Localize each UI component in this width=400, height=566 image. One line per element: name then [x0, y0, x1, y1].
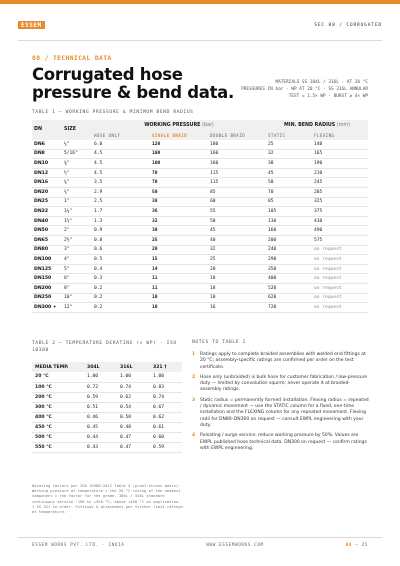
col-header-dn: DN: [32, 120, 62, 140]
page-number-section: 08: [345, 543, 353, 548]
note-number: 4: [192, 433, 196, 439]
table-cell: 0.54: [117, 402, 150, 412]
title-line: pressure & bend data.: [32, 82, 234, 102]
table-cell: DN65: [32, 235, 62, 245]
table-cell: 0.72: [84, 382, 117, 392]
table-cell: 4.5: [92, 168, 150, 178]
note-text: Hose only (unbraided) is bulk hose for customer fabrication / low-pressure duty — limited by convolution squirm; never operate it at braided-assembly ratings.: [200, 374, 368, 393]
header-divider: [18, 40, 382, 41]
table-cell: 36: [150, 207, 208, 217]
table-cell: DN200: [32, 283, 62, 293]
table-row: [32, 255, 368, 265]
table-cell: DN40: [32, 216, 62, 226]
table-cell: 0.3: [92, 274, 150, 284]
table-cell: 115: [208, 178, 266, 188]
page-number: [346, 543, 368, 548]
brand-logo: [18, 21, 45, 29]
table-cell: 200 °C: [32, 392, 84, 402]
group-header-bend-radius: [266, 120, 368, 131]
table-cell: 105: [266, 207, 312, 217]
title-line: Corrugated hose: [32, 65, 183, 84]
table-cell: DN100: [32, 255, 62, 265]
table-cell: 0.74: [150, 392, 182, 402]
table-row: [32, 402, 182, 412]
table-cell: 6.0: [92, 140, 150, 150]
table-row: [32, 264, 368, 274]
table-cell: 5/16": [62, 149, 92, 159]
table-row: [32, 178, 368, 188]
pressure-table-body: [32, 140, 368, 313]
table-cell: 50: [150, 187, 208, 197]
table-cell: 18: [208, 274, 266, 284]
table-cell: 0.59: [84, 392, 117, 402]
table-cell: 11: [150, 274, 208, 284]
footer-website: WWW.ESSEMWORKS.COM: [206, 543, 264, 548]
logo-text: ESSEM: [21, 21, 42, 29]
table-cell: 18: [208, 283, 266, 293]
table-cell: 1.3: [92, 216, 150, 226]
table-cell: DN20: [32, 187, 62, 197]
table-cell: 58: [266, 178, 312, 188]
table-cell: 0.48: [117, 422, 150, 432]
table-row: [32, 432, 182, 442]
table-row: [32, 159, 368, 169]
table-cell: on request: [312, 274, 368, 284]
table-cell: 1": [62, 197, 92, 207]
col-header-single-braid: SINGLE BRAID: [150, 131, 208, 140]
table-cell: 500 °C: [32, 432, 84, 442]
table-cell: 575: [312, 235, 368, 245]
table2-caption: TABLE 2 — TEMPERATURE DERATING (× WP) · ISO 10380: [32, 341, 177, 353]
table-row: [32, 283, 368, 293]
table-cell: 0.44: [84, 432, 117, 442]
table-cell: DN6: [32, 140, 62, 150]
notes-list: [192, 352, 370, 456]
table-cell: ⅜": [62, 159, 92, 169]
table-cell: 140: [312, 140, 368, 150]
table-row: [32, 245, 368, 255]
table-cell: DN10: [32, 159, 62, 169]
table-cell: 550 °C: [32, 442, 84, 452]
table-cell: 30: [150, 226, 208, 236]
table-cell: 20: [208, 264, 266, 274]
table-cell: 11: [150, 283, 208, 293]
table-cell: 0.43: [84, 442, 117, 452]
list-item: [192, 352, 370, 371]
table-cell: DN125: [32, 264, 62, 274]
table-cell: 0.67: [150, 402, 182, 412]
table-cell: 12": [62, 303, 92, 313]
derating-table: [32, 362, 182, 453]
table-cell: 70: [150, 178, 208, 188]
table-row: [32, 216, 368, 226]
table-cell: 100: [150, 149, 208, 159]
section-eyebrow: 08 / TECHNICAL DATA: [32, 55, 112, 62]
col-header-316l: 316L: [117, 362, 150, 372]
table-cell: 0.47: [117, 432, 150, 442]
page-footer: [32, 543, 368, 548]
table-cell: 285: [312, 187, 368, 197]
table-row: [32, 442, 182, 452]
table-cell: 0.2: [92, 283, 150, 293]
table-cell: 0.45: [84, 422, 117, 432]
mbr-unit: (mm): [336, 123, 350, 128]
table-cell: 32: [150, 216, 208, 226]
table-cell: 0.6: [92, 245, 150, 255]
footer-company: ESSEM WORKS PVT. LTD. · INDIA: [32, 543, 125, 548]
table-row: [32, 274, 368, 284]
derating-table-body: [32, 372, 182, 452]
table-cell: 3": [62, 245, 92, 255]
table-cell: 25: [208, 255, 266, 265]
table-cell: 4": [62, 255, 92, 265]
col-header-static: STATIC: [266, 131, 312, 140]
table-cell: 0.61: [150, 422, 182, 432]
table-row: [32, 168, 368, 178]
table-cell: 1.00: [150, 372, 182, 382]
col-header-321: 321 †: [150, 362, 182, 372]
wp-unit: (bar): [202, 123, 214, 128]
table-cell: 0.9: [92, 226, 150, 236]
wp-label: WORKING PRESSURE: [144, 123, 201, 128]
list-item: [192, 398, 370, 429]
table-cell: 5": [62, 264, 92, 274]
table-cell: 490: [312, 226, 368, 236]
table-cell: DN8: [32, 149, 62, 159]
table-cell: 160: [208, 159, 266, 169]
table-cell: ¾": [62, 187, 92, 197]
table-cell: 32: [208, 245, 266, 255]
table-cell: 1½": [62, 216, 92, 226]
table-cell: 16: [208, 303, 266, 313]
page-title: [32, 66, 242, 101]
table-row: [32, 197, 368, 207]
table-cell: 1.00: [117, 372, 150, 382]
table-cell: 55: [208, 207, 266, 217]
table-cell: 0.46: [84, 412, 117, 422]
table-cell: 1.7: [92, 207, 150, 217]
spec-line: PRESSURES IN bar · WP AT 20 °C · SS 316L ANNULAR: [241, 87, 368, 92]
table-cell: 100 °C: [32, 382, 84, 392]
table-cell: 10": [62, 293, 92, 303]
spec-line: MATERIALS SS 304L / 316L · AT 20 °C: [275, 80, 368, 85]
table-cell: 0.5: [92, 255, 150, 265]
table-cell: 0.60: [150, 432, 182, 442]
table-cell: 18: [208, 293, 266, 303]
note-text: Pulsating / surge service: reduce working pressure by 50%. Values are EWPL published hose technical data. DN300 on request — confirm ratings with EWPL engineering.: [200, 433, 367, 451]
table-cell: 85: [266, 197, 312, 207]
table-row: [32, 392, 182, 402]
spec-line: TEST = 1.5× WP · BURST ≥ 4× WP: [288, 94, 368, 99]
table-row: [32, 140, 368, 150]
table-cell: 38: [150, 197, 208, 207]
table-cell: 210: [312, 168, 368, 178]
table-cell: DN250: [32, 293, 62, 303]
table-cell: 0.2: [92, 293, 150, 303]
table-cell: 245: [312, 178, 368, 188]
table-cell: DN50: [32, 226, 62, 236]
table-cell: 20 °C: [32, 372, 84, 382]
table-cell: on request: [312, 283, 368, 293]
table-cell: 10: [150, 293, 208, 303]
page-header: [18, 13, 382, 37]
table-cell: ½": [62, 168, 92, 178]
col-header-size: SIZE: [62, 120, 92, 140]
note-number: 1: [192, 352, 196, 357]
list-item: [192, 375, 370, 394]
table-cell: 120: [150, 140, 208, 150]
table1-caption: TABLE 1 — WORKING PRESSURE & MINIMUM BEND RADIUS: [32, 110, 194, 115]
accent-bar: [0, 0, 400, 4]
table-cell: 40: [208, 235, 266, 245]
table-cell: DN16: [32, 178, 62, 188]
table-cell: 2": [62, 226, 92, 236]
section-label: SEC 08 / CORRUGATED: [314, 22, 382, 28]
table-cell: 50: [208, 216, 266, 226]
col-header-media-temp: MEDIA TEMP.: [32, 362, 84, 372]
table-cell: 0.83: [150, 382, 182, 392]
table-cell: DN25: [32, 197, 62, 207]
table-cell: on request: [312, 303, 368, 313]
table-cell: 290: [266, 255, 312, 265]
table-cell: 620: [266, 293, 312, 303]
table-row: [32, 226, 368, 236]
table-cell: 520: [266, 283, 312, 293]
table-cell: 2½": [62, 235, 92, 245]
table-cell: on request: [312, 255, 368, 265]
table-cell: 0.47: [117, 442, 150, 452]
table-cell: on request: [312, 264, 368, 274]
table-cell: 70: [150, 168, 208, 178]
table-cell: DN80: [32, 245, 62, 255]
table-cell: 2.5: [92, 197, 150, 207]
table-cell: ⅝": [62, 178, 92, 188]
table-cell: 3.5: [92, 178, 150, 188]
table-row: [32, 187, 368, 197]
table-cell: 0.59: [150, 442, 182, 452]
mbr-label: MIN. BEND RADIUS: [284, 123, 336, 128]
table-cell: 0.4: [92, 264, 150, 274]
table-cell: 160: [208, 149, 266, 159]
table-cell: 1.00: [84, 372, 117, 382]
table-cell: on request: [312, 245, 368, 255]
table-cell: 430: [312, 216, 368, 226]
table-cell: 450 °C: [32, 422, 84, 432]
table-row: [32, 422, 182, 432]
note-text: Ratings apply to complete braided assemblies with welded end fittings at 20 °C; assembly-specific ratings are confirmed per order on the test certificate.: [200, 352, 366, 370]
table-row: [32, 235, 368, 245]
table-cell: 4.5: [92, 149, 150, 159]
table-row: [32, 382, 182, 392]
spec-summary: [241, 79, 368, 100]
table-cell: 25: [266, 140, 312, 150]
col-header-flexing: FLEXING: [312, 131, 368, 140]
table-cell: 0.50: [117, 412, 150, 422]
table-cell: 0.8: [92, 235, 150, 245]
table-cell: 190: [312, 159, 368, 169]
table-cell: 20: [150, 245, 208, 255]
note-number: 3: [192, 397, 196, 403]
list-item: [192, 433, 370, 452]
table-cell: 0.62: [150, 412, 182, 422]
table-cell: 0.51: [84, 402, 117, 412]
table-cell: 240: [266, 245, 312, 255]
table-cell: 0.74: [117, 382, 150, 392]
table-cell: 6": [62, 274, 92, 284]
table-cell: 200: [266, 235, 312, 245]
table-cell: 115: [208, 168, 266, 178]
table-cell: 4.5: [92, 159, 150, 169]
table-cell: 8": [62, 283, 92, 293]
table-cell: 180: [208, 140, 266, 150]
table-cell: 350: [266, 264, 312, 274]
table-cell: 14: [150, 264, 208, 274]
table-cell: on request: [312, 293, 368, 303]
derating-footnote: Derating factors per ISO 10380:2012 Table 3 (proof-stress basis). Working pressure at temperature = the 20 °C rating of the weakest component × the factor for the grade. 304L / 316L standard continuous service -196 to +550 °C; above +450 °C on application. † SS 321 to order. Fittings & attachment per further limit ratings at temperature.: [32, 483, 183, 515]
table-cell: 15: [150, 255, 208, 265]
page-number-total: — 25: [352, 543, 368, 548]
table-row: [32, 412, 182, 422]
table-cell: 160: [266, 226, 312, 236]
table-cell: 70: [266, 187, 312, 197]
table-cell: 38: [266, 159, 312, 169]
table-cell: 25: [150, 235, 208, 245]
table-cell: ¼": [62, 140, 92, 150]
table-cell: 325: [312, 197, 368, 207]
note-number: 2: [192, 374, 196, 380]
table-cell: 0.62: [117, 392, 150, 402]
table-cell: 1¼": [62, 207, 92, 217]
col-header-304l: 304L: [84, 362, 117, 372]
note-text: Static radius = permanently formed installation. Flexing radius = repeated / dynamic movement — use the STATIC column for a fixed, one-time installation and the FLEXING column for any repeated movement. Flexing radii for DN80–DN300 on request — consult EWPL engineering with your duty.: [200, 397, 369, 428]
table-cell: 165: [312, 149, 368, 159]
table-cell: 375: [312, 207, 368, 217]
notes-title: NOTES TO TABLE 1: [192, 340, 246, 345]
table-cell: 45: [208, 226, 266, 236]
table-cell: DN32: [32, 207, 62, 217]
table-cell: 32: [266, 149, 312, 159]
table-row: [32, 372, 182, 382]
table-cell: DN150: [32, 274, 62, 284]
table-cell: 300 °C: [32, 402, 84, 412]
table-cell: 130: [266, 216, 312, 226]
table-row: [32, 149, 368, 159]
table-cell: 0.2: [92, 303, 150, 313]
col-header-hose-only: HOSE ONLY: [92, 131, 150, 140]
table-cell: 100: [150, 159, 208, 169]
table-cell: 60: [208, 197, 266, 207]
table-row: [32, 293, 368, 303]
col-header-double-braid: DOUBLE BRAID: [208, 131, 266, 140]
table-cell: DN12: [32, 168, 62, 178]
pressure-table: [32, 120, 368, 313]
footer-divider: [18, 537, 382, 538]
table-cell: 10: [150, 303, 208, 313]
table-cell: 85: [208, 187, 266, 197]
table-cell: 720: [266, 303, 312, 313]
table-row: [32, 303, 368, 313]
table-row: [32, 207, 368, 217]
table-cell: 2.9: [92, 187, 150, 197]
group-header-working-pressure: [92, 120, 266, 131]
table-cell: 45: [266, 168, 312, 178]
table-cell: 400 °C: [32, 412, 84, 422]
table-cell: DN300 +: [32, 303, 62, 313]
table-cell: 400: [266, 274, 312, 284]
